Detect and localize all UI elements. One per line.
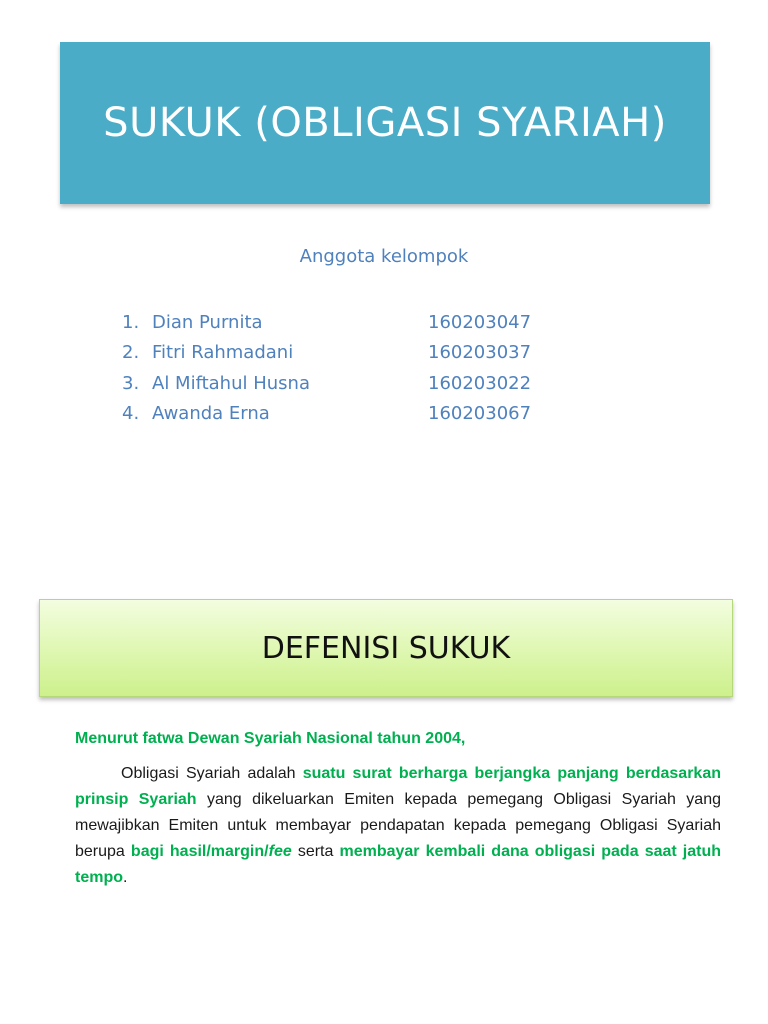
member-number: 1. bbox=[122, 311, 140, 333]
member-id: 160203037 bbox=[428, 342, 532, 364]
members-heading: Anggota kelompok bbox=[299, 246, 469, 267]
member-id: 160203022 bbox=[428, 372, 532, 394]
member-number: 2. bbox=[122, 342, 140, 364]
highlight-text: bagi hasil/margin/ bbox=[130, 843, 269, 860]
members-list bbox=[122, 307, 642, 429]
page-title: SUKUK (OBLIGASI SYARIAH) bbox=[103, 100, 667, 146]
member-id: 160203047 bbox=[428, 311, 532, 333]
title-banner bbox=[60, 42, 710, 204]
definition-paragraph bbox=[75, 761, 721, 891]
paragraph-text: . bbox=[123, 869, 128, 886]
list-item bbox=[122, 307, 642, 338]
member-number: 4. bbox=[122, 403, 140, 425]
list-item bbox=[122, 368, 642, 399]
paragraph-text: serta bbox=[291, 843, 340, 860]
highlight-text: fee bbox=[268, 843, 292, 860]
member-name: Fitri Rahmadani bbox=[152, 342, 294, 364]
paragraph-text: yang dikeluarkan Emiten kepada pemegang Obligasi Syariah yang mewajibkan Emiten untuk membayar pendapatan kepada pemegang Obligasi Syariah berupa bbox=[75, 791, 721, 860]
member-number: 3. bbox=[122, 372, 140, 394]
section-title: DEFENISI SUKUK bbox=[261, 630, 511, 666]
highlight-text: suatu surat berharga berjangka panjang berdasarkan prinsip Syariah bbox=[75, 765, 722, 808]
member-name: Al Miftahul Husna bbox=[152, 372, 310, 394]
list-item bbox=[122, 399, 642, 430]
member-name: Awanda Erna bbox=[152, 403, 270, 425]
intro-text: Menurut fatwa Dewan Syariah Nasional tahun 2004, bbox=[75, 730, 466, 747]
section-banner bbox=[39, 599, 733, 697]
list-item bbox=[122, 338, 642, 369]
member-id: 160203067 bbox=[428, 403, 532, 425]
paragraph-text: Obligasi Syariah adalah bbox=[121, 765, 303, 782]
highlight-text: membayar kembali dana obligasi pada saat jatuh tempo bbox=[75, 843, 722, 886]
member-name: Dian Purnita bbox=[152, 311, 263, 333]
